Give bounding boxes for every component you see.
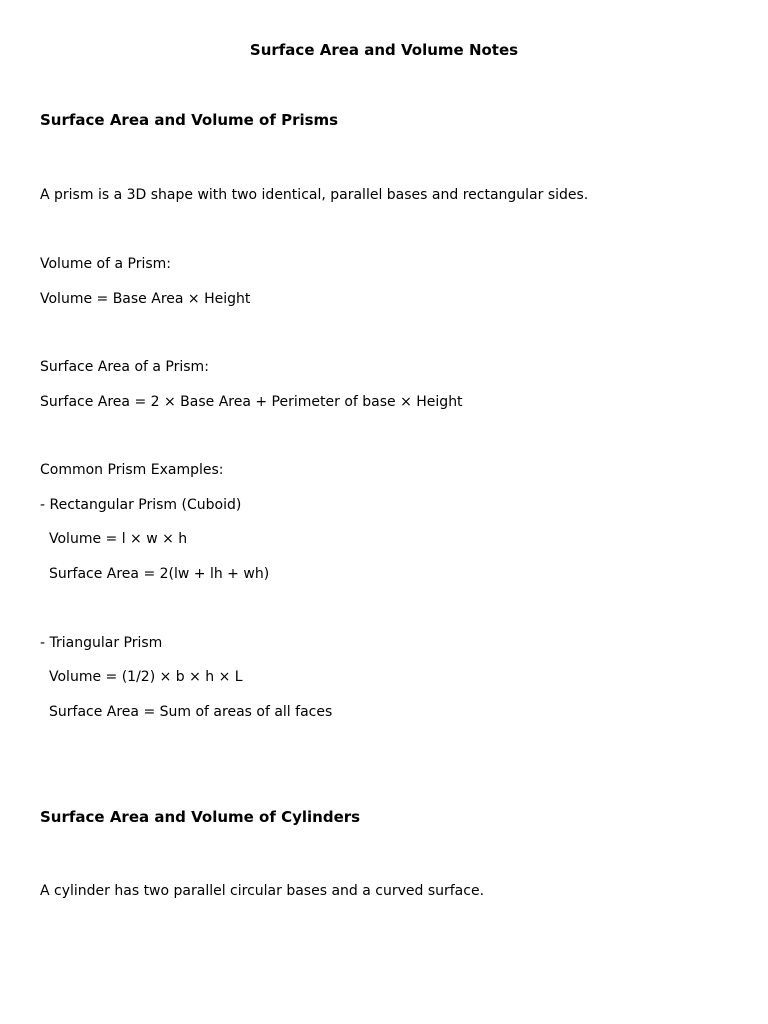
cylinders-intro: A cylinder has two parallel circular bases and a curved surface.: [40, 883, 485, 899]
cylinders-heading: Surface Area and Volume of Cylinders: [40, 808, 361, 826]
triangular-prism-surface: Surface Area = Sum of areas of all faces: [49, 704, 333, 720]
rectangular-prism-title: - Rectangular Prism (Cuboid): [40, 497, 242, 513]
prism-volume-label: Volume of a Prism:: [40, 256, 171, 272]
prisms-heading: Surface Area and Volume of Prisms: [40, 111, 339, 129]
triangular-prism-volume: Volume = (1/2) × b × h × L: [49, 669, 243, 685]
prisms-intro: A prism is a 3D shape with two identical, parallel bases and rectangular sides.: [40, 187, 589, 203]
triangular-prism-title: - Triangular Prism: [40, 635, 163, 651]
rectangular-prism-surface: Surface Area = 2(lw + lh + wh): [49, 566, 270, 582]
document-title: Surface Area and Volume Notes: [249, 41, 519, 59]
prism-examples-label: Common Prism Examples:: [40, 462, 224, 478]
prism-surface-formula: Surface Area = 2 × Base Area + Perimeter of base × Height: [40, 394, 463, 410]
prism-surface-label: Surface Area of a Prism:: [40, 359, 209, 375]
prism-volume-formula: Volume = Base Area × Height: [40, 291, 251, 307]
rectangular-prism-volume: Volume = l × w × h: [49, 531, 188, 547]
